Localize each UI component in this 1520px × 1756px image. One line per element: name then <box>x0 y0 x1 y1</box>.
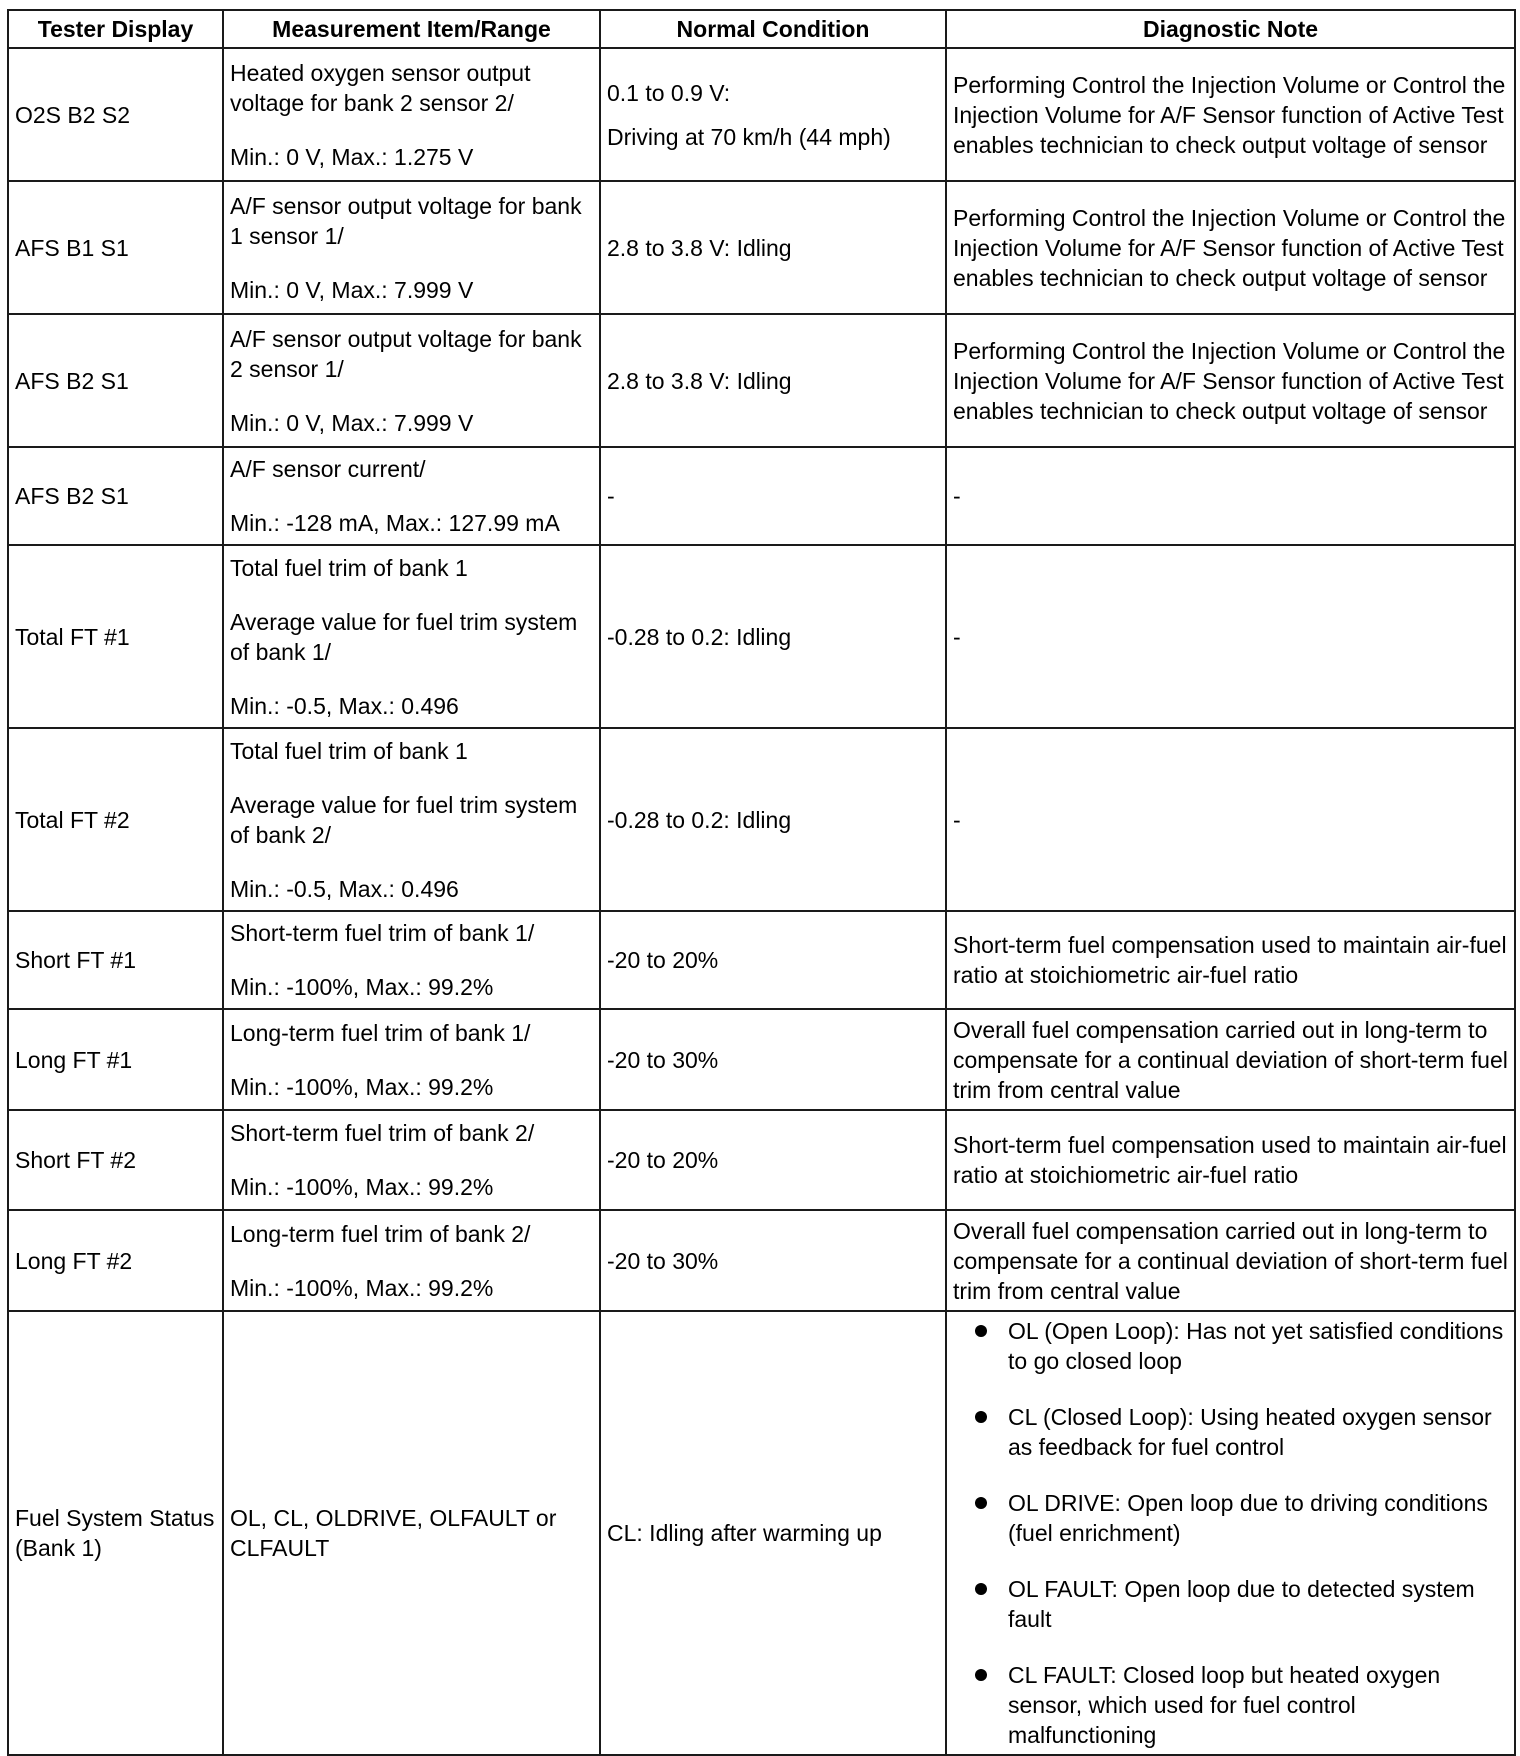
cell-measurement <box>223 48 600 181</box>
fuel-status-note-list <box>953 1316 1508 1750</box>
cell-tester-display: Total FT #2 <box>8 728 223 911</box>
cell-tester-display: AFS B2 S1 <box>8 447 223 545</box>
table-row <box>8 48 1515 181</box>
measurement-text: A/F sensor output voltage for bank 1 sensor 1/ <box>230 192 582 249</box>
measurement-range: Min.: -100%, Max.: 99.2% <box>230 1073 494 1100</box>
condition-text: 0.1 to 0.9 V: <box>607 79 731 106</box>
table-row <box>8 728 1515 911</box>
header-diagnostic-note: Diagnostic Note <box>946 10 1515 48</box>
measurement-text: Total fuel trim of bank 1 <box>230 554 468 581</box>
measurement-text: A/F sensor current/ <box>230 456 426 482</box>
bullet-icon <box>975 1325 987 1337</box>
cell-diagnostic-note: Overall fuel compensation carried out in long-term to compensate for a continual deviation of short-term fuel trim from central value <box>946 1009 1515 1110</box>
cell-tester-display: Short FT #2 <box>8 1110 223 1210</box>
cell-diagnostic-note: Performing Control the Injection Volume or Control the Injection Volume for A/F Sensor function of Active Test enables technician to check output voltage of sensor <box>946 314 1515 447</box>
cell-diagnostic-note: - <box>946 447 1515 545</box>
diagnostic-data-table <box>7 9 1516 1756</box>
cell-measurement <box>223 545 600 728</box>
measurement-range: Min.: -128 mA, Max.: 127.99 mA <box>230 510 560 536</box>
table-row <box>8 181 1515 314</box>
measurement-text: Average value for fuel trim system of bank 1/ <box>230 608 578 665</box>
cell-normal-condition: -20 to 30% <box>600 1210 946 1311</box>
cell-measurement <box>223 181 600 314</box>
header-normal-condition: Normal Condition <box>600 10 946 48</box>
table-row <box>8 1009 1515 1110</box>
cell-normal-condition: 2.8 to 3.8 V: Idling <box>600 314 946 447</box>
cell-diagnostic-note: Short-term fuel compensation used to maintain air-fuel ratio at stoichiometric air-fuel ratio <box>946 1110 1515 1210</box>
cell-normal-condition: 2.8 to 3.8 V: Idling <box>600 181 946 314</box>
cell-measurement: OL, CL, OLDRIVE, OLFAULT or CLFAULT <box>223 1311 600 1755</box>
cell-measurement <box>223 1110 600 1210</box>
table-row <box>8 1210 1515 1311</box>
cell-diagnostic-note: - <box>946 545 1515 728</box>
cell-normal-condition: -0.28 to 0.2: Idling <box>600 545 946 728</box>
measurement-text: Short-term fuel trim of bank 2/ <box>230 1120 535 1146</box>
cell-diagnostic-note: Overall fuel compensation carried out in long-term to compensate for a continual deviation of short-term fuel trim from central value <box>946 1210 1515 1311</box>
measurement-text: Long-term fuel trim of bank 1/ <box>230 1019 531 1046</box>
bullet-icon <box>975 1583 987 1595</box>
cell-normal-condition: - <box>600 447 946 545</box>
cell-tester-display: AFS B1 S1 <box>8 181 223 314</box>
cell-diagnostic-note: - <box>946 728 1515 911</box>
list-item <box>975 1660 1508 1750</box>
list-item <box>975 1316 1508 1376</box>
cell-tester-display: O2S B2 S2 <box>8 48 223 181</box>
header-tester-display: Tester Display <box>8 10 223 48</box>
cell-normal-condition: -0.28 to 0.2: Idling <box>600 728 946 911</box>
cell-diagnostic-note: Short-term fuel compensation used to maintain air-fuel ratio at stoichiometric air-fuel ratio <box>946 911 1515 1009</box>
table-row <box>8 447 1515 545</box>
measurement-text: Long-term fuel trim of bank 2/ <box>230 1220 531 1247</box>
table-row <box>8 911 1515 1009</box>
measurement-text: Average value for fuel trim system of bank 2/ <box>230 791 578 848</box>
measurement-text: Short-term fuel trim of bank 1/ <box>230 920 535 946</box>
measurement-range: Min.: -100%, Max.: 99.2% <box>230 974 494 1000</box>
cell-measurement <box>223 314 600 447</box>
cell-normal-condition: CL: Idling after warming up <box>600 1311 946 1755</box>
measurement-text: Heated oxygen sensor output voltage for bank 2 sensor 2/ <box>230 59 531 116</box>
list-item <box>975 1574 1508 1634</box>
table-row <box>8 545 1515 728</box>
cell-measurement <box>223 911 600 1009</box>
cell-diagnostic-note <box>946 1311 1515 1755</box>
cell-normal-condition: -20 to 20% <box>600 1110 946 1210</box>
table-header-row <box>8 10 1515 48</box>
cell-normal-condition: -20 to 30% <box>600 1009 946 1110</box>
measurement-range: Min.: -100%, Max.: 99.2% <box>230 1274 494 1301</box>
cell-diagnostic-note: Performing Control the Injection Volume or Control the Injection Volume for A/F Sensor function of Active Test enables technician to check output voltage of sensor <box>946 48 1515 181</box>
cell-measurement <box>223 447 600 545</box>
cell-diagnostic-note: Performing Control the Injection Volume or Control the Injection Volume for A/F Sensor function of Active Test enables technician to check output voltage of sensor <box>946 181 1515 314</box>
list-item <box>975 1488 1508 1548</box>
cell-tester-display: Total FT #1 <box>8 545 223 728</box>
measurement-text: A/F sensor output voltage for bank 2 sensor 1/ <box>230 325 582 382</box>
measurement-range: Min.: 0 V, Max.: 1.275 V <box>230 143 474 170</box>
list-item <box>975 1402 1508 1462</box>
cell-measurement <box>223 728 600 911</box>
table-row <box>8 1311 1515 1755</box>
bullet-icon <box>975 1669 987 1681</box>
table-row <box>8 314 1515 447</box>
cell-measurement <box>223 1210 600 1311</box>
note-text: OL DRIVE: Open loop due to driving conditions (fuel enrichment) <box>1008 1490 1488 1546</box>
condition-text: Driving at 70 km/h (44 mph) <box>607 123 891 150</box>
measurement-range: Min.: -0.5, Max.: 0.496 <box>230 692 459 719</box>
cell-tester-display: Long FT #1 <box>8 1009 223 1110</box>
measurement-range: Min.: -0.5, Max.: 0.496 <box>230 875 459 902</box>
note-text: CL FAULT: Closed loop but heated oxygen sensor, which used for fuel control malfunctioning <box>1008 1662 1441 1748</box>
bullet-icon <box>975 1497 987 1509</box>
cell-tester-display: Short FT #1 <box>8 911 223 1009</box>
cell-measurement <box>223 1009 600 1110</box>
cell-tester-display: Long FT #2 <box>8 1210 223 1311</box>
bullet-icon <box>975 1411 987 1423</box>
measurement-range: Min.: -100%, Max.: 99.2% <box>230 1174 494 1200</box>
table-row <box>8 1110 1515 1210</box>
measurement-range: Min.: 0 V, Max.: 7.999 V <box>230 276 474 303</box>
header-measurement-item: Measurement Item/Range <box>223 10 600 48</box>
note-text: OL (Open Loop): Has not yet satisfied conditions to go closed loop <box>1008 1318 1504 1374</box>
measurement-text: Total fuel trim of bank 1 <box>230 737 468 764</box>
measurement-range: Min.: 0 V, Max.: 7.999 V <box>230 409 474 436</box>
cell-tester-display: AFS B2 S1 <box>8 314 223 447</box>
cell-normal-condition: -20 to 20% <box>600 911 946 1009</box>
cell-tester-display: Fuel System Status (Bank 1) <box>8 1311 223 1755</box>
diagnostic-table-container <box>7 9 1516 1756</box>
note-text: CL (Closed Loop): Using heated oxygen sensor as feedback for fuel control <box>1008 1404 1492 1460</box>
note-text: OL FAULT: Open loop due to detected system fault <box>1008 1576 1475 1632</box>
cell-normal-condition <box>600 48 946 181</box>
